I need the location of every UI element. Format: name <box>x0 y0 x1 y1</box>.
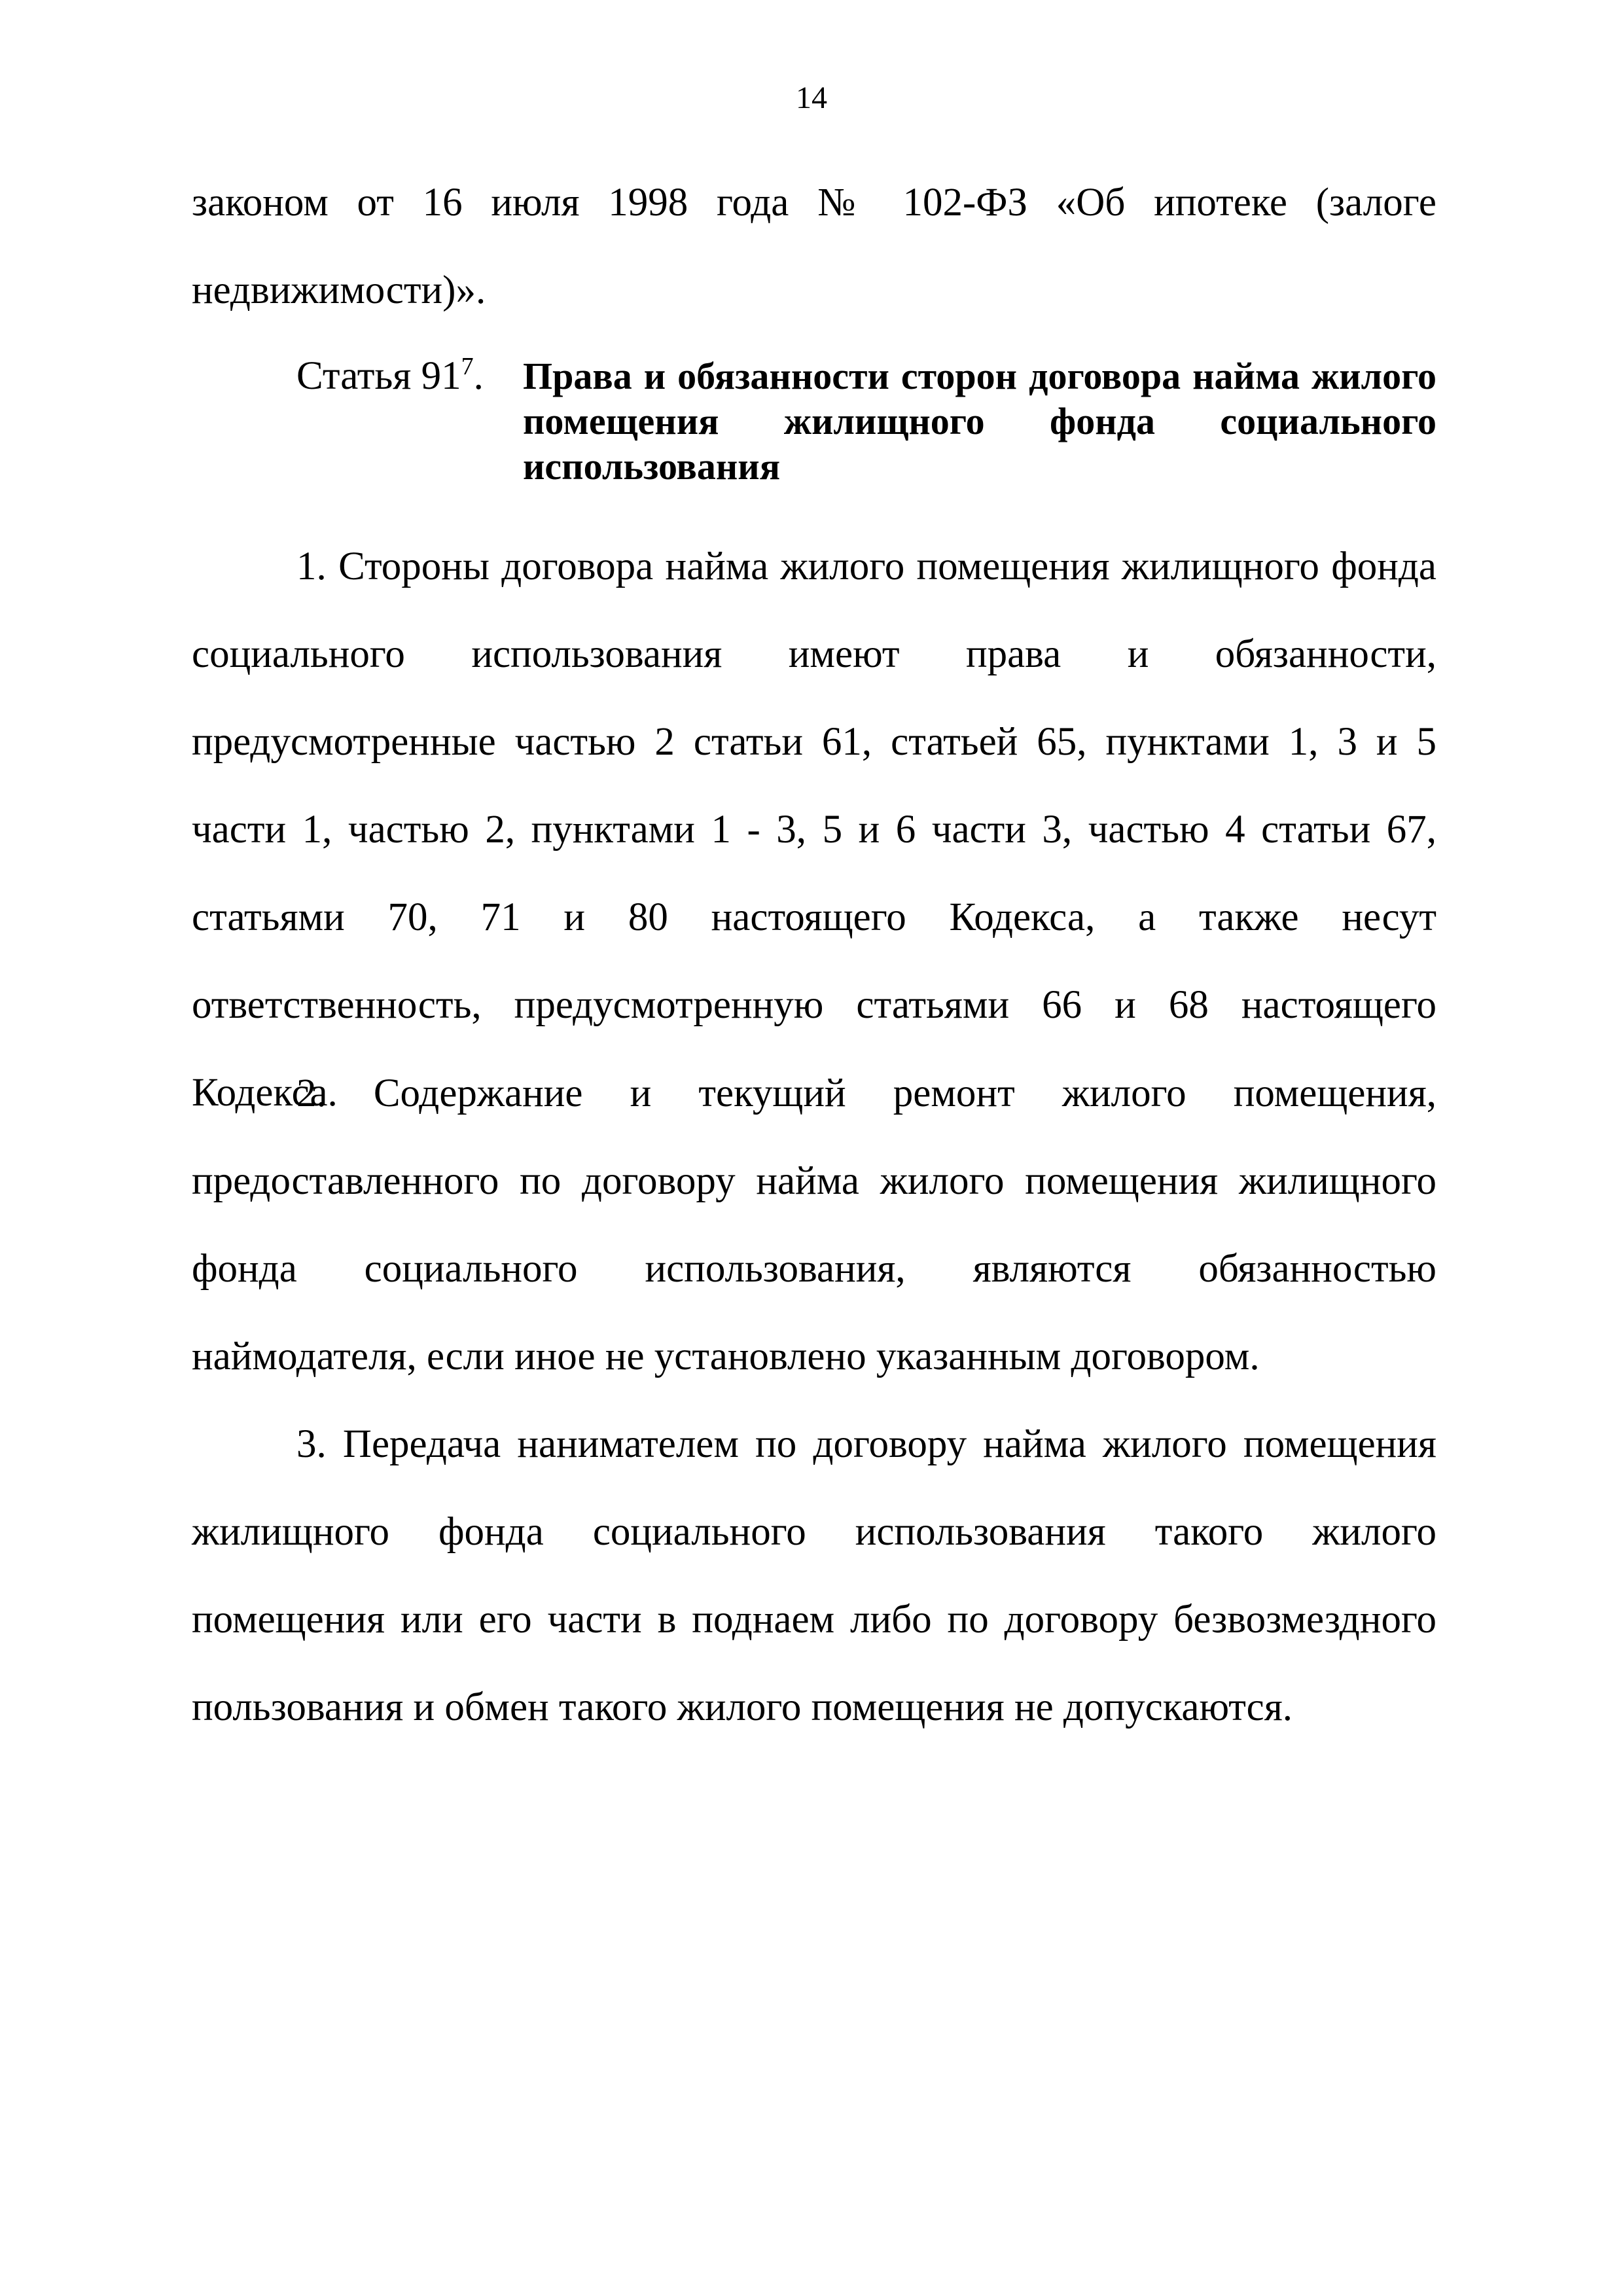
page-number: 14 <box>796 81 827 115</box>
paragraph-2: 2. Содержание и текущий ремонт жилого помещения, предоставленного по договору найма жилого помещения жилищного фонда социального использования, являются обязанностью наймодателя, если иное не установлено указанным договором. <box>192 1071 1436 1378</box>
article-label <box>296 353 484 399</box>
article-label-text: Статья 91 <box>296 354 461 398</box>
article-title: Права и обязанности сторон договора найма жилого помещения жилищного фонда социального использования <box>523 355 1436 488</box>
continuation-line-1: законом от 16 июля 1998 года № 102-ФЗ «Об ипотеке (залоге <box>192 181 1436 224</box>
article-label-superscript: 7 <box>461 353 474 380</box>
article-header <box>192 353 1436 497</box>
paragraph-3: 3. Передача нанимателем по договору найма жилого помещения жилищного фонда социального использования такого жилого помещения или его части в поднаем либо по договору безвозмездного пользования и обмен такого жилого помещения не допускаются. <box>192 1422 1436 1729</box>
paragraph-1: 1. Стороны договора найма жилого помещения жилищного фонда социального использования имеют права и обязанности, предусмотренные частью 2 статьи 61, статьей 65, пунктами 1, 3 и 5 части 1, частью 2, пунктами 1 - 3, 5 и 6 части 3, частью 4 статьи 67, статьями 70, 71 и 80 настоящего Кодекса, а также несут ответственность, предусмотренную статьями 66 и 68 настоящего Кодекса. <box>192 545 1436 1115</box>
continuation-paragraph <box>192 159 1436 334</box>
article-label-suffix: . <box>473 354 484 398</box>
continuation-line-2: недвижимости)». <box>192 268 486 312</box>
